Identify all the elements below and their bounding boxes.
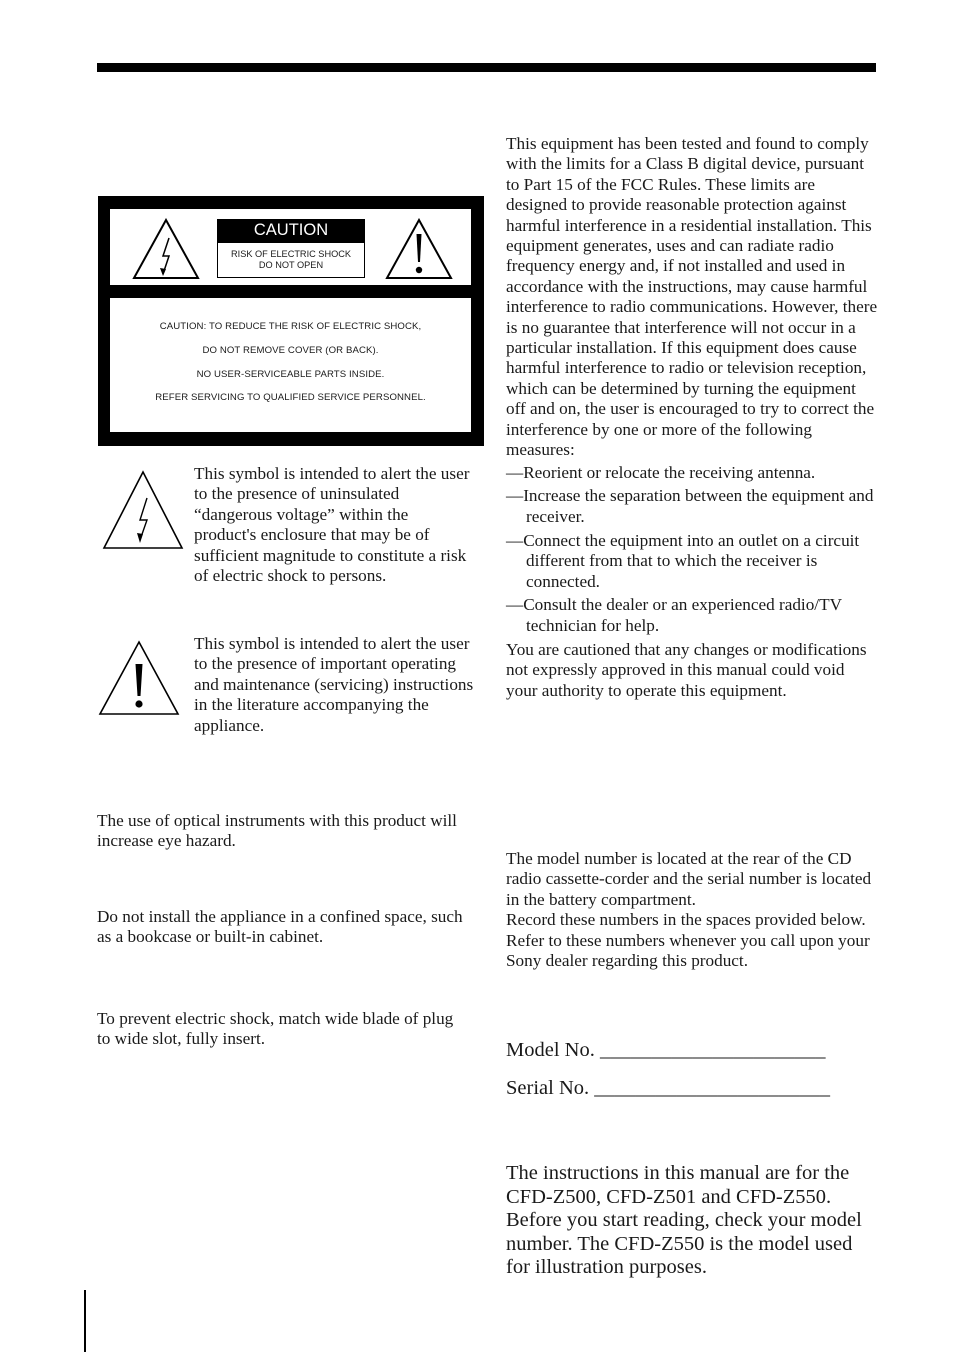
plug-warning	[97, 1009, 467, 1050]
model-number-line: Model No. ______________________	[506, 1039, 826, 1061]
record-instructions-text: Record these numbers in the spaces provided below. Refer to these numbers whenever you call upon your Sony dealer regarding this product.	[506, 910, 870, 971]
lightning-warning-icon	[131, 218, 201, 280]
lightning-symbol-description	[194, 464, 474, 586]
fcc-measure-item: —Increase the separation between the equipment and receiver.	[506, 486, 874, 526]
fcc-measure-item: —Consult the dealer or an experienced radio/TV technician for help.	[506, 595, 842, 635]
installation-warning-text: Do not install the appliance in a confined space, such as a bookcase or built-in cabinet.	[97, 907, 463, 947]
caution-sub-line-2: DO NOT OPEN	[258, 260, 324, 270]
optical-warning	[97, 811, 457, 852]
exclamation-symbol-description	[194, 634, 474, 736]
plug-warning-text: To prevent electric shock, match wide blade of plug to wide slot, fully insert.	[97, 1009, 454, 1049]
exclamation-warning-icon	[384, 218, 454, 280]
fcc-statement	[506, 134, 878, 701]
label-line-2: DO NOT REMOVE COVER (OR BACK).	[202, 345, 379, 356]
models-note	[506, 1162, 880, 1280]
exclamation-symbol-icon	[98, 640, 180, 716]
label-line-1: CAUTION: TO REDUCE THE RISK OF ELECTRIC SHOCK,	[159, 321, 422, 332]
caution-subtext	[217, 242, 365, 278]
fcc-caution-text: You are cautioned that any changes or modifications not expressly approved in this manual could void your authority to operate this equipment.	[506, 639, 867, 700]
serial-location-text: The model number is located at the rear of the CD radio cassette-corder and the serial number is located in the battery compartment.	[506, 849, 872, 909]
lightning-symbol-text: This symbol is intended to alert the user to the presence of uninsulated “dangerous voltage” within the product's enclosure that may be of sufficient magnitude to constitute a risk of electric shock to persons.	[194, 464, 470, 586]
fcc-measure-item: —Connect the equipment into an outlet on a circuit different from that to which the receiver is connected.	[506, 530, 860, 591]
exclamation-symbol-text: This symbol is intended to alert the user to the presence of important operating and maintenance (servicing) instructions in the literature accompanying the appliance.	[194, 634, 474, 735]
label-line-4: REFER SERVICING TO QUALIFIED SERVICE PERSONNEL.	[155, 392, 426, 403]
owner-record	[506, 849, 878, 971]
fcc-measure-item: —Reorient or relocate the receiving antenna.	[506, 462, 816, 482]
caution-heading: CAUTION	[217, 219, 365, 242]
margin-rule	[84, 1290, 86, 1352]
serial-number-line: Serial No. _______________________	[506, 1077, 830, 1099]
optical-warning-text: The use of optical instruments with this product will increase eye hazard.	[97, 811, 457, 851]
lightning-symbol-icon	[102, 470, 184, 550]
caution-sub-line-1: RISK OF ELECTRIC SHOCK	[231, 249, 351, 259]
caution-label-bottom-panel	[110, 298, 471, 432]
installation-warning	[97, 907, 467, 948]
models-note-text: The instructions in this manual are for the CFD-Z500, CFD-Z501 and CFD-Z550. Before you start reading, check your model number. The CFD-Z550 is the model used for illustration purposes.	[506, 1162, 862, 1279]
label-line-3: NO USER-SERVICEABLE PARTS INSIDE.	[196, 369, 385, 380]
fcc-intro-text: This equipment has been tested and found to comply with the limits for a Class B digital device, pursuant to Part 15 of the FCC Rules. These limits are designed to provide reasonable protection against harmful interference in a residential installation. This equipment generates, uses and can radiate radio frequency energy and, if not installed and used in accordance with the instructions, may cause harmful interference to radio communications. However, there is no guarantee that interference will not occur in a particular installation. If this equipment does cause harmful interference to radio or television reception, which can be determined by turning the equipment off and on, the user is encouraged to try to correct the interference by one or more of the following measures:	[506, 134, 878, 460]
header-rule	[97, 63, 876, 72]
fcc-measures-list	[506, 463, 878, 637]
